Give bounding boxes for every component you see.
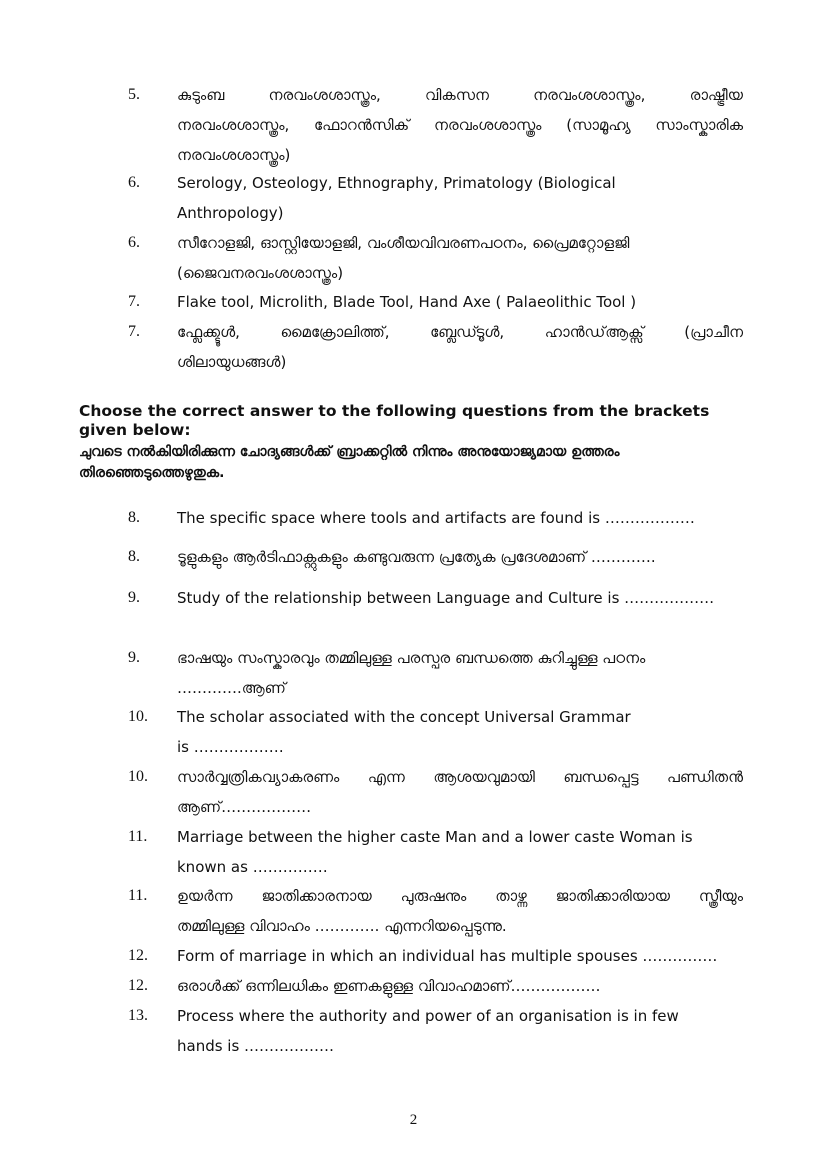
question-number: 11.: [128, 828, 148, 845]
question-text: [177, 941, 743, 971]
question-line: ഉയർന്ന ജാതിക്കാരനായ പുരുഷനും താഴ്ന്ന ജാതിക്കാരിയായ സ്ത്രീയും: [177, 887, 743, 905]
item-text: [177, 287, 743, 317]
question-number: 11.: [128, 887, 148, 904]
question-text: [177, 583, 743, 613]
item-number: 7.: [128, 323, 140, 340]
question-line: Form of marriage in which an individual has multiple spouses ……………: [177, 947, 718, 965]
instruction-malayalam: ചുവടെ നൽകിയിരിക്കുന്ന ചോദ്യങ്ങൾക്ക് ബ്രാക്കറ്റിൽ നിന്നും അനുയോജ്യമായ ഉത്തരം തിരഞ്ഞെടുത്തെഴുതുക.: [79, 444, 620, 481]
question-line: Process where the authority and power of an organisation is in few: [177, 1007, 679, 1025]
question-line: The specific space where tools and artifacts are found is ………………: [177, 509, 695, 527]
question-text: [177, 822, 743, 882]
question-line: തമ്മിലുള്ള വിവാഹം …………. എന്നറിയപ്പെടുന്നു.: [177, 917, 507, 935]
question-text: [177, 1001, 743, 1061]
question-line: ഒരാൾക്ക് ഒന്നിലധികം ഇണകളുള്ള വിവാഹമാണ്………………: [177, 977, 601, 995]
section-instruction: [79, 402, 759, 484]
question-number: 12.: [128, 977, 148, 994]
question-line: Study of the relationship between Language and Culture is ………………: [177, 589, 715, 607]
item-line: Flake tool, Microlith, Blade Tool, Hand Axe ( Palaeolithic Tool ): [177, 293, 637, 311]
item-line: ഫ്ലേക്ക്ടൂൾ, മൈക്രോലിത്ത്, ബ്ലേഡ്ടൂൾ, ഹാൻഡ്ആക്സ് (പ്രാചീന: [177, 323, 743, 341]
question-text: [177, 542, 743, 572]
item-line: നരവംശശാസ്ത്രം, ഫോറൻസിക് നരവംശശാസ്ത്രം (സാമൂഹ്യ സാംസ്കാരിക: [177, 116, 743, 134]
instruction-english: Choose the correct answer to the following questions from the brackets given below:: [79, 402, 710, 439]
item-text: [177, 317, 743, 377]
item-number: 6.: [128, 234, 140, 251]
question-line: ഭാഷയും സംസ്കാരവും തമ്മിലുള്ള പരസ്പര ബന്ധത്തെ കുറിച്ചുള്ള പഠനം: [177, 649, 646, 667]
question-number: 12.: [128, 947, 148, 964]
question-number: 9.: [128, 589, 140, 606]
page-number: 2: [409, 1112, 418, 1128]
question-number: 8.: [128, 509, 140, 526]
item-number: 5.: [128, 86, 140, 103]
item-text: [177, 80, 743, 170]
item-number: 6.: [128, 174, 140, 191]
question-text: [177, 702, 743, 762]
question-line: is ………………: [177, 738, 284, 756]
question-number: 9.: [128, 649, 140, 666]
item-line: സീറോളജി, ഓസ്റ്റിയോളജി, വംശീയവിവരണപഠനം, പ്രൈമറ്റോളജി: [177, 234, 630, 252]
item-line: (ജൈവനരവംശശാസ്ത്രം): [177, 264, 344, 282]
question-line: The scholar associated with the concept Universal Grammar: [177, 708, 631, 726]
question-text: [177, 762, 743, 822]
question-number: 13.: [128, 1007, 148, 1024]
question-text: [177, 971, 743, 1001]
item-line: Anthropology): [177, 204, 284, 222]
item-number: 7.: [128, 293, 140, 310]
item-text: [177, 228, 743, 288]
question-line: ………….ആണ്: [177, 679, 286, 697]
question-line: Marriage between the higher caste Man and a lower caste Woman is: [177, 828, 693, 846]
item-line: ശിലായുധങ്ങൾ): [177, 353, 287, 371]
item-line: Serology, Osteology, Ethnography, Primatology (Biological: [177, 174, 616, 192]
question-number: 8.: [128, 548, 140, 565]
question-number: 10.: [128, 708, 148, 725]
item-line: നരവംശശാസ്ത്രം): [177, 146, 291, 164]
question-text: [177, 503, 743, 533]
item-line: കുടുംബ നരവംശശാസ്ത്രം, വികസന നരവംശശാസ്ത്രം, രാഷ്ട്രീയ: [177, 86, 743, 104]
question-line: ആണ്………………: [177, 798, 312, 816]
question-text: [177, 881, 743, 941]
question-line: സാർവ്വത്രികവ്യാകരണം എന്ന ആശയവുമായി ബന്ധപ്പെട്ട പണ്ഡിതൻ: [177, 768, 743, 786]
question-line: known as ……………: [177, 858, 328, 876]
question-line: hands is ………………: [177, 1037, 335, 1055]
item-text: [177, 168, 743, 228]
question-line: ടൂളുകളും ആർടിഫാക്റ്റുകളും കണ്ടുവരുന്ന പ്രത്യേക പ്രദേശമാണ് ………….: [177, 548, 656, 566]
question-text: [177, 643, 743, 703]
question-number: 10.: [128, 768, 148, 785]
